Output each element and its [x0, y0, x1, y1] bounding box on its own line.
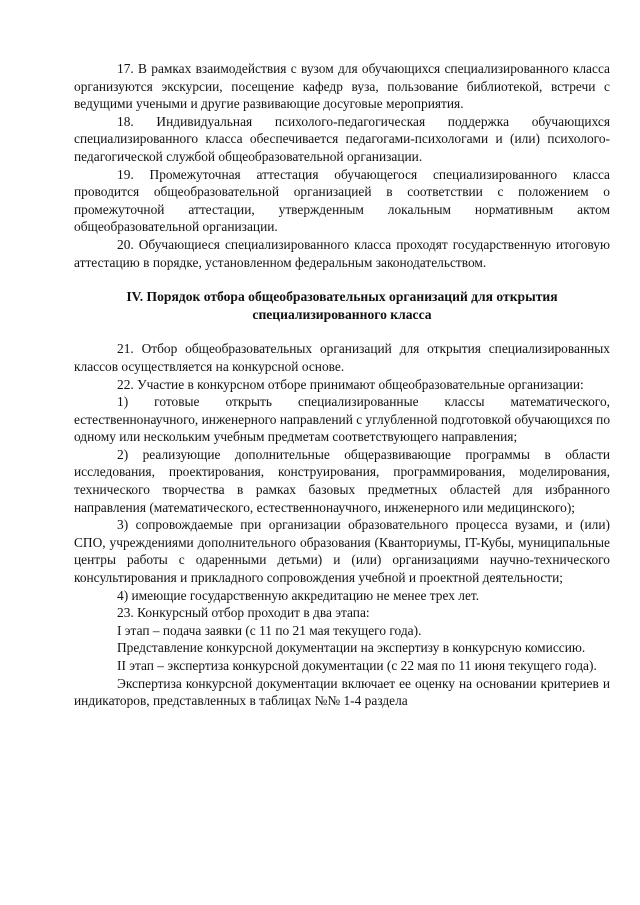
paragraph-22: 22. Участие в конкурсном отборе принимают общеобразовательные организации: — [117, 376, 584, 392]
paragraph-17: 17. В рамках взаимодействия с вузом для обучающихся специализированного класса организуются экскурсии, посещение кафедр вуза, пользование библиотекой, встречи с ведущими учеными и другие развивающие досуговые мероприятия. — [74, 61, 610, 112]
list-item-2: 2) реализующие дополнительные общеразвивающие программы в области исследования, проектирования, конструирования, программирования, моделирования, технического творчества в рамках базовых предметных областей для избранного направления (математического, естественнонаучного, инженерного или медицинского); — [74, 446, 610, 515]
expertise-paragraph: Экспертиза конкурсной документации включает ее оценку на основании критериев и индикаторов, представленных в таблицах №№ 1-4 раздела — [74, 675, 610, 709]
stage-1: I этап – подача заявки (с 11 по 21 мая текущего года). — [117, 622, 422, 638]
paragraph-19: 19. Промежуточная аттестация обучающегося специализированного класса проводится общеобразовательной организацией в соответствии с положением о промежуточной аттестации, утвержденным локальным нормативным актом общеобразовательной организации. — [74, 166, 610, 235]
paragraph-21: 21. Отбор общеобразовательных организаций для открытия специализированных классов осуществляется на конкурсной основе. — [74, 341, 610, 374]
stage-2: II этап – экспертиза конкурсной документации (с 22 мая по 11 июня текущего года). — [117, 658, 597, 673]
section-spacer-top — [74, 271, 610, 288]
paragraph-18: 18. Индивидуальная психолого-педагогическая поддержка обучающихся специализированного класса обеспечивается педагогами-психологами и (или) психолого-педагогической службой общеобразовательной организации. — [74, 113, 610, 164]
section-spacer-bottom — [74, 323, 610, 340]
section-heading: IV. Порядок отбора общеобразовательных организаций для открытия специализированного класса — [126, 289, 558, 322]
paragraph-20: 20. Обучающиеся специализированного класса проходят государственную итоговую аттестацию в порядке, установленном федеральным законодательством. — [74, 236, 610, 270]
document-body — [74, 60, 610, 710]
paragraph-23: 23. Конкурсный отбор проходит в два этапа: — [117, 605, 370, 621]
list-item-1: 1) готовые открыть специализированные классы математического, естественнонаучного, инженерного направлений с углубленной подготовкой обучающихся по одному или нескольким учебным предметам соответствующего направления; — [74, 394, 611, 445]
stage-1-description: Представление конкурсной документации на экспертизу в конкурсную комиссию. — [117, 640, 586, 656]
list-item-4: 4) имеющие государственную аккредитацию не менее трех лет. — [117, 587, 480, 603]
list-item-3: 3) сопровождаемые при организации образовательного процесса вузами, и (или) СПО, учреждениями дополнительного образования (Кванториумы, IT-Кубы, муниципальные центры работы с одаренными детьми) и (или) организациями научно-технического консультирования и прикладного сопровождения учебной и проектной деятельности; — [74, 517, 610, 586]
